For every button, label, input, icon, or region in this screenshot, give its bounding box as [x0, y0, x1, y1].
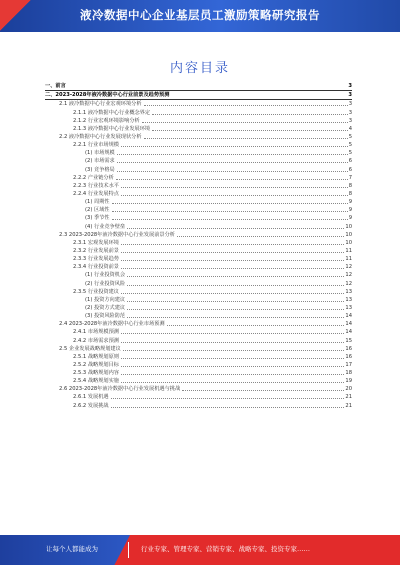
toc-leader-dots: [152, 129, 348, 131]
toc-entry-text: 2.3.4 行业投资前景: [73, 264, 119, 271]
toc-entry[interactable]: [45, 385, 352, 393]
toc-entry[interactable]: [45, 231, 352, 239]
footer-slogan-left: 让每个人都能成为: [46, 545, 98, 553]
toc-entry-text: 2.4.2 市场需求预测: [73, 337, 119, 344]
toc-entry-text: 2.1 液冷数据中心行业宏观环境分析: [59, 101, 142, 108]
toc-leader-dots: [112, 210, 348, 212]
toc-entry-page: 14: [345, 321, 352, 328]
report-title: 液冷数据中心企业基层员工激励策略研究报告: [80, 8, 320, 22]
toc-entry[interactable]: [45, 182, 352, 190]
toc-entry[interactable]: [45, 141, 352, 149]
toc-leader-dots: [112, 202, 348, 204]
toc-leader-dots: [123, 349, 345, 351]
toc-entry-page: 4: [348, 125, 352, 132]
toc-entry-text: (3) 竞争格局: [85, 166, 115, 173]
toc-entry[interactable]: [45, 247, 352, 255]
table-of-contents: [45, 82, 352, 410]
toc-entry-page: 8: [348, 190, 352, 197]
toc-entry[interactable]: [45, 214, 352, 222]
toc-leader-dots: [121, 381, 344, 383]
toc-leader-dots: [121, 194, 348, 196]
toc-entry[interactable]: [45, 336, 352, 344]
toc-entry-page: 8: [348, 182, 352, 189]
toc-entry-page: 16: [345, 353, 352, 360]
toc-entry[interactable]: [45, 312, 352, 320]
toc-leader-dots: [127, 275, 344, 277]
toc-entry-page: 19: [345, 378, 352, 385]
toc-entry[interactable]: [45, 82, 352, 91]
toc-leader-dots: [144, 104, 348, 106]
toc-entry-page: 3: [348, 117, 352, 124]
toc-leader-dots: [117, 170, 348, 172]
toc-entry-text: (3) 投资风险防范: [85, 313, 126, 320]
toc-entry[interactable]: [45, 190, 352, 198]
toc-entry[interactable]: [45, 198, 352, 206]
toc-entry-page: 16: [345, 345, 352, 352]
toc-entry[interactable]: [45, 239, 352, 247]
toc-leader-dots: [177, 235, 344, 237]
toc-entry-page: 9: [348, 215, 352, 222]
toc-entry-page: 9: [348, 207, 352, 214]
toc-entry[interactable]: [45, 401, 352, 409]
toc-entry[interactable]: [45, 255, 352, 263]
toc-leader-dots: [127, 227, 344, 229]
toc-leader-dots: [121, 186, 348, 188]
toc-entry-text: 2.2.4 行业发展特点: [73, 190, 119, 197]
toc-entry[interactable]: [45, 353, 352, 361]
toc-entry-text: 2.2.3 行业技术水平: [73, 182, 119, 189]
toc-entry[interactable]: [45, 320, 352, 328]
toc-leader-dots: [68, 87, 348, 88]
toc-entry-text: (2) 投资方式建议: [85, 304, 126, 311]
toc-leader-dots: [121, 267, 344, 269]
toc-entry-page: 5: [348, 133, 352, 140]
toc-entry[interactable]: [45, 125, 352, 133]
toc-entry[interactable]: [45, 263, 352, 271]
toc-entry[interactable]: [45, 149, 352, 157]
toc-entry-text: 2.4.1 市场规模预测: [73, 329, 119, 336]
toc-entry-text: 2.5.3 战略规划内容: [73, 370, 119, 377]
toc-leader-dots: [127, 300, 344, 302]
toc-leader-dots: [142, 121, 348, 123]
toc-entry-text: 2.3.5 行业投资建议: [73, 288, 119, 295]
toc-leader-dots: [127, 308, 344, 310]
toc-entry[interactable]: [45, 304, 352, 312]
toc-leader-dots: [111, 406, 345, 408]
toc-leader-dots: [167, 324, 345, 326]
toc-entry-text: 2.2 液冷数据中心行业发展现状分析: [59, 133, 142, 140]
toc-entry-page: 9: [348, 199, 352, 206]
toc-entry-page: 21: [345, 394, 352, 401]
toc-leader-dots: [121, 145, 348, 147]
toc-entry-page: 6: [348, 158, 352, 165]
toc-entry[interactable]: [45, 271, 352, 279]
toc-entry[interactable]: [45, 165, 352, 173]
toc-entry-text: 2.5.1 战略规划原则: [73, 353, 119, 360]
toc-entry-text: 2.2.2 产业链分析: [73, 174, 114, 181]
toc-entry-text: (1) 市场规模: [85, 150, 115, 157]
toc-entry-page: 17: [345, 361, 352, 368]
toc-entry[interactable]: [45, 117, 352, 125]
toc-leader-dots: [112, 218, 348, 220]
toc-leader-dots: [121, 292, 344, 294]
toc-leader-dots: [121, 259, 344, 261]
toc-leader-dots: [127, 316, 344, 318]
toc-entry-text: 2.6.2 发展挑战: [73, 402, 109, 409]
toc-leader-dots: [127, 284, 344, 286]
toc-entry[interactable]: [45, 393, 352, 401]
toc-leader-dots: [111, 397, 345, 399]
footer-bar: [0, 535, 400, 565]
toc-entry-page: 12: [345, 272, 352, 279]
toc-entry-text: 2.4 2023-2028年液冷数据中心行业市场预测: [59, 321, 165, 328]
toc-entry-text: 2.3.2 行业发展前景: [73, 247, 119, 254]
toc-entry[interactable]: [45, 133, 352, 141]
toc-entry-text: 2.6 2023-2028年液冷数据中心行业发展机遇与挑战: [59, 386, 181, 393]
toc-entry[interactable]: [45, 296, 352, 304]
toc-entry-text: 2.6.1 发展机遇: [73, 394, 109, 401]
toc-entry-page: 13: [345, 304, 352, 311]
toc-entry-page: 10: [345, 239, 352, 246]
toc-leader-dots: [171, 96, 347, 97]
toc-leader-dots: [121, 243, 344, 245]
toc-entry-text: (1) 周期性: [85, 199, 110, 206]
toc-entry-text: 2.1.2 行业宏观环境影响分析: [73, 117, 140, 124]
toc-entry-page: 10: [345, 231, 352, 238]
toc-entry-page: 5: [348, 142, 352, 149]
toc-entry[interactable]: [45, 361, 352, 369]
toc-leader-dots: [121, 357, 344, 359]
toc-entry-page: 3: [348, 83, 352, 90]
toc-entry-page: 14: [345, 313, 352, 320]
toc-entry-text: 2.1.1 液冷数据中心行业概念界定: [73, 109, 151, 116]
toc-entry[interactable]: [45, 345, 352, 353]
toc-entry-page: 13: [345, 296, 352, 303]
toc-entry-page: 3: [348, 101, 352, 108]
toc-heading: 内容目录: [169, 61, 230, 76]
toc-entry-page: 10: [345, 223, 352, 230]
footer-divider: [128, 542, 129, 558]
toc-entry-text: 2.3.1 宏观发展环境: [73, 239, 119, 246]
toc-entry-text: 2.1.3 液冷数据中心行业发展环境: [73, 125, 151, 132]
toc-entry-text: 2.2.1 行业市场规模: [73, 142, 119, 149]
toc-entry[interactable]: [45, 288, 352, 296]
toc-entry-text: 2.3 2023-2028年液冷数据中心行业发展前景分析: [59, 231, 175, 238]
toc-entry-page: 15: [345, 337, 352, 344]
toc-leader-dots: [121, 373, 344, 375]
toc-entry[interactable]: [45, 377, 352, 385]
toc-entry[interactable]: [45, 91, 352, 100]
toc-leader-dots: [121, 341, 344, 343]
report-header-bar: [0, 0, 400, 32]
toc-entry[interactable]: [45, 279, 352, 287]
toc-entry-text: (4) 行业竞争壁垒: [85, 223, 126, 230]
toc-leader-dots: [117, 161, 348, 163]
toc-entry-page: 3: [348, 92, 352, 99]
toc-entry-text: (3) 季节性: [85, 215, 110, 222]
toc-leader-dots: [117, 153, 348, 155]
toc-entry-page: 12: [345, 264, 352, 271]
toc-leader-dots: [121, 251, 344, 253]
toc-entry[interactable]: [45, 108, 352, 116]
toc-entry-page: 5: [348, 150, 352, 157]
toc-leader-dots: [144, 137, 348, 139]
toc-entry[interactable]: [45, 206, 352, 214]
toc-entry-page: 6: [348, 166, 352, 173]
toc-entry-text: 2.5.2 战略规划目标: [73, 361, 119, 368]
toc-entry-page: 14: [345, 329, 352, 336]
toc-entry-page: 12: [345, 280, 352, 287]
footer-slogan-right: 行业专家、管理专家、营销专家、战略专家、投资专家……: [141, 545, 310, 553]
toc-leader-dots: [116, 178, 348, 180]
toc-leader-dots: [121, 365, 344, 367]
toc-entry-page: 11: [345, 256, 352, 263]
toc-entry-text: (1) 投资方向建议: [85, 296, 126, 303]
toc-entry-page: 7: [348, 174, 352, 181]
toc-entry[interactable]: [45, 100, 352, 108]
toc-entry-text: 2.3.3 行业发展趋势: [73, 256, 119, 263]
toc-entry[interactable]: [45, 174, 352, 182]
toc-leader-dots: [152, 113, 348, 115]
toc-entry-text: 2.5 企业发展战略规划建议: [59, 345, 121, 352]
toc-leader-dots: [182, 389, 344, 391]
toc-entry-page: 21: [345, 402, 352, 409]
toc-entry[interactable]: [45, 369, 352, 377]
toc-entry-text: (2) 市场需求: [85, 158, 115, 165]
toc-entry[interactable]: [45, 328, 352, 336]
toc-entry-text: 一、前言: [45, 83, 66, 90]
toc-entry-text: 2.5.4 战略规划实施: [73, 378, 119, 385]
toc-entry-page: 20: [345, 386, 352, 393]
toc-entry-text: (2) 行业投资风险: [85, 280, 126, 287]
toc-entry-page: 13: [345, 288, 352, 295]
toc-entry-text: (2) 区域性: [85, 207, 110, 214]
toc-leader-dots: [121, 332, 344, 334]
toc-entry-text: (1) 行业投资机会: [85, 272, 126, 279]
toc-entry-page: 18: [345, 370, 352, 377]
toc-entry-page: 3: [348, 109, 352, 116]
toc-entry[interactable]: [45, 222, 352, 230]
toc-entry-text: 二、2023-2028年液冷数据中心行业前景及趋势预测: [45, 92, 170, 99]
toc-entry[interactable]: [45, 157, 352, 165]
toc-entry-page: 11: [345, 247, 352, 254]
